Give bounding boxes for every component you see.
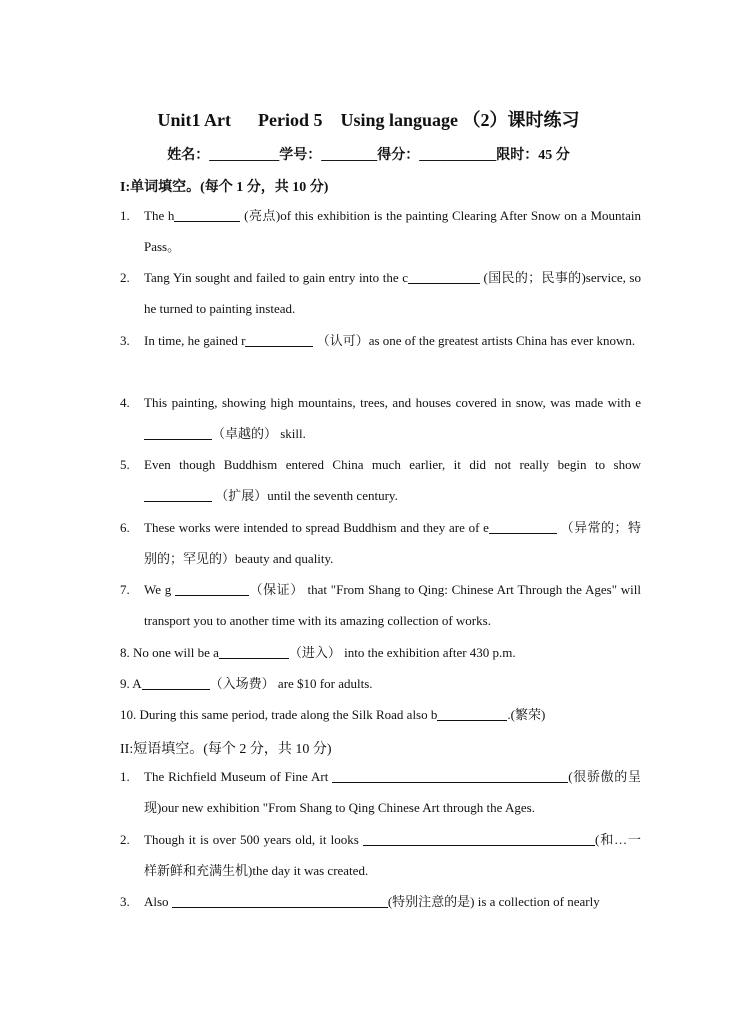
- answer-blank[interactable]: [245, 332, 313, 347]
- question-5: 5. Even though Buddhism entered China much earlier, it did not really begin to show （扩展）until the seventh century.: [120, 449, 641, 511]
- question-number: 2.: [120, 270, 130, 285]
- question-number: 6.: [120, 520, 130, 535]
- question-number: 7.: [120, 582, 130, 597]
- answer-blank[interactable]: [219, 644, 289, 659]
- answer-blank[interactable]: [363, 831, 595, 846]
- section-1-heading: I:单词填空。(每个 1 分，共 10 分): [120, 180, 329, 195]
- answer-blank[interactable]: [408, 269, 480, 284]
- answer-blank[interactable]: [174, 207, 240, 222]
- question-4: 4. This painting, showing high mountains, trees, and houses covered in snow, was made with e（卓越的） skill.: [120, 387, 641, 449]
- phrase-question-2: 2. Though it is over 500 years old, it looks (和…一样新鲜和充满生机)the day it was created.: [120, 824, 641, 886]
- page-title: Unit1 Art Period 5 Using language （2）课时练习: [157, 110, 580, 130]
- question-number: 1.: [120, 769, 130, 784]
- question-8: 8. No one will be a （进入） into the exhibition after 430 p.m.: [120, 645, 516, 660]
- answer-blank[interactable]: [332, 768, 568, 783]
- answer-blank[interactable]: [142, 675, 210, 690]
- answer-blank[interactable]: [437, 706, 507, 721]
- student-info-line: 姓名：__________学号：________得分：___________限时：45 分: [167, 148, 570, 163]
- question-number: 3.: [120, 333, 130, 348]
- answer-blank[interactable]: [144, 487, 212, 502]
- question-2: 2. Tang Yin sought and failed to gain entry into the c (国民的；民事的)service, so he turned to painting instead.: [120, 262, 641, 324]
- question-10: 10. During this same period, trade along the Silk Road also b .(繁荣): [120, 707, 546, 722]
- question-number: 4.: [120, 395, 130, 410]
- question-number: 2.: [120, 832, 130, 847]
- question-7: 7. We g （保证） that "From Shang to Qing: Chinese Art Through the Ages" will transport you to another time with its amazing collection of works.: [120, 574, 641, 636]
- question-1: 1. The h (亮点)of this exhibition is the painting Clearing After Snow on a Mountain Pass。: [120, 200, 641, 262]
- section-2-heading: II:短语填空。(每个 2 分，共 10 分): [120, 742, 332, 757]
- question-9: 9. A （入场费） are $10 for adults.: [120, 676, 373, 691]
- answer-blank[interactable]: [175, 581, 249, 596]
- phrase-question-1: 1. The Richfield Museum of Fine Art (很骄傲的呈现)our new exhibition "From Shang to Qing Chinese Art through the Ages.: [120, 761, 641, 823]
- answer-blank[interactable]: [489, 519, 557, 534]
- question-number: 5.: [120, 457, 130, 472]
- answer-blank[interactable]: [172, 893, 388, 908]
- answer-blank[interactable]: [144, 425, 212, 440]
- question-3: 3. In time, he gained r （认可）as one of the greatest artists China has ever known.: [120, 325, 641, 356]
- question-6: 6. These works were intended to spread Buddhism and they are of e （异常的；特别的；罕见的）beauty and quality.: [120, 512, 641, 574]
- phrase-question-3: 3. Also (特别注意的是) is a collection of nearly: [120, 886, 641, 917]
- question-number: 3.: [120, 894, 130, 909]
- question-number: 1.: [120, 208, 130, 223]
